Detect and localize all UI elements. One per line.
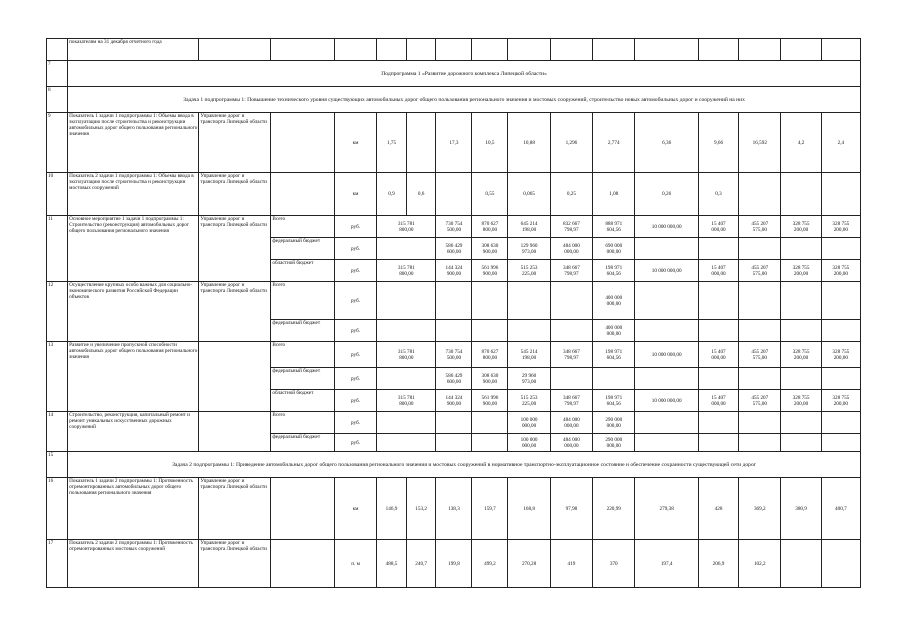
- value-cell: [508, 282, 550, 320]
- value-cell: 315 781 800,00: [377, 342, 436, 368]
- funding-source-cell: федеральный бюджет: [271, 368, 335, 390]
- value-cell: [635, 434, 699, 452]
- unit-cell: км: [334, 173, 376, 216]
- unit-cell: руб.: [334, 282, 376, 320]
- value-cell: 315 781 800,00: [377, 390, 436, 412]
- value-cell: 97,98: [550, 478, 592, 540]
- unit-cell: руб.: [334, 238, 376, 260]
- value-cell: [739, 320, 781, 342]
- value-cell: 144 324 900,00: [436, 390, 472, 412]
- value-cell: 199,8: [436, 540, 472, 588]
- activity-name-cell: Осуществление крупных особо важных для социально-экономического развития Российской Федерации объектов: [68, 282, 199, 342]
- executor-cell: Управление дорог и транспорта Липецкой области: [199, 478, 271, 540]
- value-cell: [406, 113, 436, 173]
- row-number-cell: 16: [47, 478, 68, 540]
- value-cell: 545 214 198,00: [508, 342, 550, 368]
- unit-cell: руб.: [334, 216, 376, 238]
- executor-cell: Управление дорог и транспорта Липецкой области: [199, 282, 271, 342]
- unit-cell: руб.: [334, 368, 376, 390]
- value-cell: 888 971 604,56: [593, 216, 635, 238]
- value-cell: 315 781 800,00: [377, 216, 436, 238]
- value-cell: [821, 282, 860, 320]
- value-cell: [781, 320, 821, 342]
- value-cell: 10 000 000,00: [635, 216, 699, 238]
- value-cell: [739, 434, 781, 452]
- value-cell: 290 000 000,00: [593, 434, 635, 452]
- value-cell: [739, 173, 781, 216]
- value-cell: 15 407 000,00: [698, 390, 738, 412]
- table-cell: [472, 39, 508, 61]
- value-cell: [698, 320, 738, 342]
- value-cell: [821, 238, 860, 260]
- value-cell: 10 000 000,00: [635, 342, 699, 368]
- row-number-cell: 8: [47, 87, 68, 113]
- unit-cell: руб.: [334, 412, 376, 434]
- value-cell: 100 000 000,00: [508, 412, 550, 434]
- value-cell: 0,25: [550, 173, 592, 216]
- activity-name-cell: Строительство, реконструкция, капитальный ремонт и ремонт уникальных искусственных дорожных сооружений: [68, 412, 199, 452]
- executor-cell: Управление дорог и транспорта Липецкой области: [199, 173, 271, 216]
- value-cell: [781, 434, 821, 452]
- value-cell: 328 755 200,00: [821, 342, 860, 368]
- table-row-continued: [47, 39, 861, 61]
- row-number-cell: 7: [47, 61, 68, 87]
- value-cell: 730 754 500,00: [436, 216, 472, 238]
- indicator-name-cell: Показатель 1 задачи 2 подпрограммы 1: Протяженность отремонтированных автомобильных дорог общего пользования регионального значения: [68, 478, 199, 540]
- row-number-cell: 9: [47, 113, 68, 173]
- value-cell: 4,2: [781, 113, 821, 173]
- value-cell: 586 429 600,00: [436, 238, 472, 260]
- finance-row: [47, 342, 861, 368]
- table-cell: [821, 39, 860, 61]
- value-cell: [472, 412, 508, 434]
- value-cell: [781, 540, 821, 588]
- value-cell: 348 667 798,97: [550, 342, 592, 368]
- value-cell: 10 000 000,00: [635, 260, 699, 282]
- value-cell: 0,26: [635, 173, 699, 216]
- funding-source-cell: Всего: [271, 282, 335, 320]
- section-title-cell: Подпрограмма 1 «Развитие дорожного комплекса Липецкой области»: [68, 61, 861, 87]
- value-cell: 328 755 200,00: [821, 260, 860, 282]
- row-number-cell: 13: [47, 342, 68, 412]
- value-cell: 206,9: [698, 540, 738, 588]
- value-cell: 586 429 600,00: [436, 368, 472, 390]
- value-cell: [698, 238, 738, 260]
- value-cell: 198 971 604,56: [593, 342, 635, 368]
- value-cell: 0,065: [508, 173, 550, 216]
- value-cell: [593, 368, 635, 390]
- value-cell: [739, 368, 781, 390]
- row-number-cell: 12: [47, 282, 68, 342]
- value-cell: 0,9: [377, 173, 407, 216]
- row-number-cell: 15: [47, 452, 68, 478]
- table-cell: [271, 39, 335, 61]
- value-cell: 328 755 200,00: [821, 216, 860, 238]
- value-cell: 17,3: [436, 113, 472, 173]
- value-cell: 499,2: [472, 540, 508, 588]
- value-cell: 690 000 000,00: [593, 238, 635, 260]
- value-cell: 561 996 900,00: [472, 260, 508, 282]
- indicator-name-cell: Показатель 2 задачи 2 подпрограммы 1: Протяженность отремонтированных мостовых сооружений: [68, 540, 199, 588]
- table-cell: [593, 39, 635, 61]
- value-cell: [635, 282, 699, 320]
- value-cell: 10 000 000,00: [635, 390, 699, 412]
- task-header-row: [47, 452, 861, 478]
- value-cell: 198 971 604,56: [593, 260, 635, 282]
- value-cell: 455 207 575,00: [739, 390, 781, 412]
- table-cell: [199, 39, 271, 61]
- value-cell: 645 214 198,00: [508, 216, 550, 238]
- funding-source-cell: областной бюджет: [271, 390, 335, 412]
- value-cell: 1,75: [377, 113, 407, 173]
- section-title-cell: Задача 1 подпрограммы 1: Повышение технического уровня существующих автомобильных дорог общего пользования регионального значения и мостовых сооружений, строительство новых автомобильных дорог и сооружений на них: [68, 87, 861, 113]
- value-cell: [635, 320, 699, 342]
- value-cell: 159,7: [472, 478, 508, 540]
- value-cell: [550, 320, 592, 342]
- value-cell: 220,99: [593, 478, 635, 540]
- value-cell: [781, 173, 821, 216]
- row-number-cell: 17: [47, 540, 68, 588]
- value-cell: 328 755 200,00: [781, 390, 821, 412]
- value-cell: [436, 320, 472, 342]
- row-number-cell: 10: [47, 173, 68, 216]
- value-cell: [821, 368, 860, 390]
- value-cell: 10,88: [508, 113, 550, 173]
- table-cell: [334, 39, 376, 61]
- value-cell: 370: [593, 540, 635, 588]
- value-cell: 15 407 000,00: [698, 342, 738, 368]
- value-cell: 730 754 500,00: [436, 342, 472, 368]
- indicator-row: [47, 173, 861, 216]
- value-cell: 308 630 900,00: [472, 238, 508, 260]
- value-cell: 484 000 000,00: [550, 434, 592, 452]
- value-cell: [550, 368, 592, 390]
- unit-cell: руб.: [334, 320, 376, 342]
- row-number-cell: [47, 39, 68, 61]
- table-cell: [781, 39, 821, 61]
- executor-cell: Управление дорог и транспорта Липецкой области: [199, 216, 271, 282]
- unit-cell: км: [334, 478, 376, 540]
- value-cell: [377, 238, 436, 260]
- funding-source-cell: [271, 173, 335, 216]
- funding-source-cell: федеральный бюджет: [271, 320, 335, 342]
- value-cell: 870 627 800,00: [472, 216, 508, 238]
- value-cell: 561 996 900,00: [472, 390, 508, 412]
- value-cell: 1,08: [593, 173, 635, 216]
- unit-cell: руб.: [334, 260, 376, 282]
- value-cell: [635, 238, 699, 260]
- value-cell: 455 207 575,00: [739, 342, 781, 368]
- funding-source-cell: [271, 113, 335, 173]
- unit-cell: руб.: [334, 342, 376, 368]
- value-cell: 0,3: [698, 173, 738, 216]
- value-cell: 400 000 000,00: [593, 320, 635, 342]
- value-cell: 138,3: [436, 478, 472, 540]
- value-cell: 308 630 900,00: [472, 368, 508, 390]
- funding-source-cell: Всего: [271, 412, 335, 434]
- value-cell: 0,55: [472, 173, 508, 216]
- executor-cell: Управление дорог и транспорта Липецкой области: [199, 113, 271, 173]
- value-cell: 348 667 798,97: [550, 260, 592, 282]
- value-cell: [821, 540, 860, 588]
- value-cell: 0,6: [406, 173, 436, 216]
- value-cell: 380,9: [781, 478, 821, 540]
- value-cell: 455 207 575,00: [739, 216, 781, 238]
- value-cell: 29 960 973,00: [508, 368, 550, 390]
- unit-cell: руб.: [334, 390, 376, 412]
- executor-cell: Управление дорог и транспорта Липецкой области: [199, 540, 271, 588]
- value-cell: [508, 320, 550, 342]
- value-cell: [698, 368, 738, 390]
- value-cell: 400 000 000,00: [593, 282, 635, 320]
- table-cell: [635, 39, 699, 61]
- value-cell: 270,28: [508, 540, 550, 588]
- table-cell: [406, 39, 436, 61]
- indicator-row: [47, 540, 861, 588]
- value-cell: [550, 282, 592, 320]
- value-cell: [698, 434, 738, 452]
- table-cell: [377, 39, 407, 61]
- value-cell: [377, 434, 436, 452]
- value-cell: 144 324 900,00: [436, 260, 472, 282]
- activity-name-cell: Развитие и увеличение пропускной способности автомобильных дорог общего пользования регионального значения: [68, 342, 199, 412]
- value-cell: [635, 412, 699, 434]
- value-cell: 369,2: [739, 478, 781, 540]
- value-cell: 129 960 973,00: [508, 238, 550, 260]
- program-indicators-table: [46, 38, 861, 588]
- value-cell: [436, 412, 472, 434]
- value-cell: [821, 412, 860, 434]
- value-cell: 9,66: [698, 113, 738, 173]
- value-cell: [781, 282, 821, 320]
- unit-cell: км: [334, 113, 376, 173]
- finance-row: [47, 216, 861, 238]
- value-cell: 1,296: [550, 113, 592, 173]
- value-cell: [377, 320, 436, 342]
- value-cell: 328 755 200,00: [781, 216, 821, 238]
- value-cell: [698, 282, 738, 320]
- funding-source-cell: [271, 540, 335, 588]
- table-cell: [508, 39, 550, 61]
- row-number-cell: 14: [47, 412, 68, 452]
- funding-source-cell: Всего: [271, 216, 335, 238]
- table-cell: [550, 39, 592, 61]
- finance-row: [47, 282, 861, 320]
- value-cell: 488,5: [377, 540, 407, 588]
- value-cell: 6,36: [635, 113, 699, 173]
- value-cell: [635, 368, 699, 390]
- value-cell: [739, 412, 781, 434]
- value-cell: [739, 238, 781, 260]
- activity-name-cell: Основное мероприятие 1 задачи 1 подпрограммы 1: Строительство (реконструкция) автомобильных дорог общего пользования регионального значения: [68, 216, 199, 282]
- value-cell: 328 755 200,00: [781, 342, 821, 368]
- funding-source-cell: Всего: [271, 342, 335, 368]
- value-cell: 348 667 798,97: [550, 390, 592, 412]
- value-cell: 15 407 000,00: [698, 216, 738, 238]
- value-cell: [821, 434, 860, 452]
- finance-row: [47, 412, 861, 434]
- value-cell: 428: [698, 478, 738, 540]
- executor-cell: [199, 412, 271, 452]
- value-cell: 153,2: [406, 478, 436, 540]
- value-cell: [821, 173, 860, 216]
- value-cell: 10,5: [472, 113, 508, 173]
- value-cell: 515 253 225,00: [508, 260, 550, 282]
- value-cell: 400,7: [821, 478, 860, 540]
- value-cell: 2,4: [821, 113, 860, 173]
- value-cell: [821, 320, 860, 342]
- value-cell: 832 667 798,97: [550, 216, 592, 238]
- value-cell: [781, 368, 821, 390]
- value-cell: [436, 434, 472, 452]
- task-header-row: [47, 87, 861, 113]
- document-sheet: [46, 38, 861, 588]
- unit-cell: п. м: [334, 540, 376, 588]
- value-cell: 146,9: [377, 478, 407, 540]
- indicator-row: [47, 113, 861, 173]
- value-cell: 315 781 800,00: [377, 260, 436, 282]
- value-cell: [377, 282, 436, 320]
- value-cell: [472, 282, 508, 320]
- value-cell: [377, 368, 436, 390]
- value-cell: 100 000 000,00: [508, 434, 550, 452]
- funding-source-cell: областной бюджет: [271, 260, 335, 282]
- value-cell: [781, 412, 821, 434]
- value-cell: [377, 412, 436, 434]
- subprogram-header-row: [47, 61, 861, 87]
- value-cell: 168,8: [508, 478, 550, 540]
- value-cell: 102,2: [739, 540, 781, 588]
- row-number-cell: 11: [47, 216, 68, 282]
- indicator-name-cell: Показатель 2 задачи 1 подпрограммы 1: Объемы ввода в эксплуатацию после строительства и реконструкции мостовых сооружений: [68, 173, 199, 216]
- indicator-name-cell: Показатель 1 задачи 1 подпрограммы 1: Объемы ввода в эксплуатацию после строительства и реконструкции автомобильных дорог общего пользования регионального значения: [68, 113, 199, 173]
- value-cell: [472, 320, 508, 342]
- indicator-row: [47, 478, 861, 540]
- value-cell: 290 000 000,00: [593, 412, 635, 434]
- value-cell: [436, 173, 472, 216]
- value-cell: 198 971 604,56: [593, 390, 635, 412]
- value-cell: 240,7: [406, 540, 436, 588]
- executor-cell: [199, 342, 271, 412]
- funding-source-cell: федеральный бюджет: [271, 434, 335, 452]
- value-cell: 2,774: [593, 113, 635, 173]
- value-cell: [436, 282, 472, 320]
- table-cell: [739, 39, 781, 61]
- value-cell: 16,592: [739, 113, 781, 173]
- table-cell: [698, 39, 738, 61]
- value-cell: 15 407 000,00: [698, 260, 738, 282]
- value-cell: 870 627 800,00: [472, 342, 508, 368]
- section-title-cell: Задача 2 подпрограммы 1: Приведение автомобильных дорог общего пользования регионального значения и мостовых сооружений в нормативное транспортно-эксплуатационное состояние и обеспечение сохранности существующей сети дорог: [68, 452, 861, 478]
- value-cell: 484 000 000,00: [550, 238, 592, 260]
- funding-source-cell: федеральный бюджет: [271, 238, 335, 260]
- table-cell: [436, 39, 472, 61]
- value-cell: 455 207 575,00: [739, 260, 781, 282]
- value-cell: 484 000 000,00: [550, 412, 592, 434]
- value-cell: 279,38: [635, 478, 699, 540]
- indicator-name-cell: показателям на 31 декабря отчетного года: [68, 39, 199, 61]
- value-cell: 515 253 225,00: [508, 390, 550, 412]
- value-cell: [739, 282, 781, 320]
- value-cell: [472, 434, 508, 452]
- value-cell: 328 755 200,00: [821, 390, 860, 412]
- value-cell: [781, 238, 821, 260]
- value-cell: 328 755 200,00: [781, 260, 821, 282]
- unit-cell: руб.: [334, 434, 376, 452]
- value-cell: [698, 412, 738, 434]
- funding-source-cell: [271, 478, 335, 540]
- value-cell: 419: [550, 540, 592, 588]
- value-cell: 197,4: [635, 540, 699, 588]
